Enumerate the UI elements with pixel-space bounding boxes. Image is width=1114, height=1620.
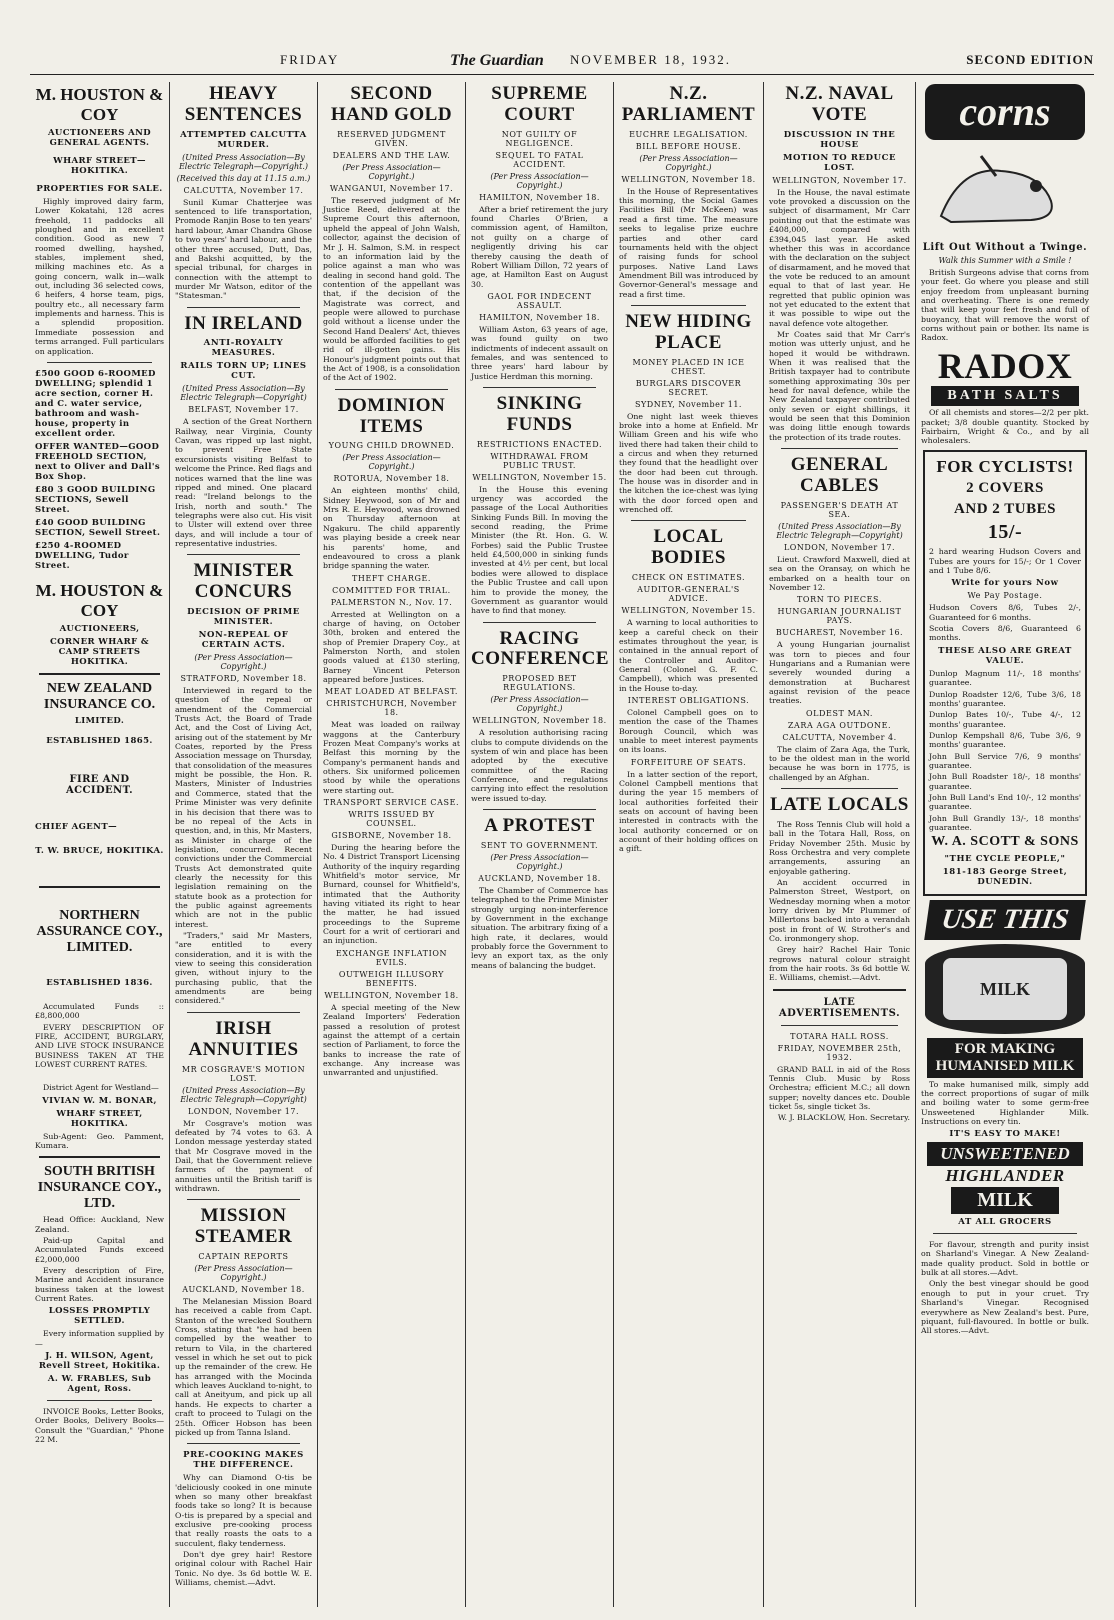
dominion-items-headline: DOMINION ITEMS [337,394,446,437]
divider [187,1443,300,1444]
value-item: Dunlop Roadster 12/6, Tube 3/6, 18 months' guarantee. [929,689,1081,708]
article-text: In the House this evening urgency was accorded the passage of the Local Authorities Sinking Funds Bill. In moving the second reading, the Prime Minister (the Rt. Hon. G. W. Forbes) said the Public Trustee held £4,500,000 in sinking funds invested at 4½ per cent, but local bodies were allowed to displace the Public Trustee and call upon him to provide the money, the Government as guarantor would have to find that money. [471,484,608,616]
subhead: MOTION TO REDUCE LOST. [782,152,897,173]
credit-line: (United Press Association—By Electric Telegraph—Copyright) [776,521,903,540]
dateline: WELLINGTON, November 17. [772,175,907,185]
subhead: PROPOSED BET REGULATIONS. [502,674,577,693]
general-cables-headline: GENERAL CABLES [790,454,889,496]
subhead: RESERVED JUDGMENT GIVEN. [337,129,446,148]
ad-offer: OFFER WANTED—GOOD FREEHOLD SECTION, next to Oliver and Dall's Box Shop. [35,441,161,482]
ad-500: £500 GOOD 6-ROOMED DWELLING; splendid 1 acre section, corner H. and C. water service, bathroom and wash-house, property in excellent order. [35,368,156,439]
nz-insurance-fire: FIRE AND ACCIDENT. [65,773,134,796]
divider [773,989,906,991]
article-text: Sunil Kumar Chatterjee was sentenced to life transportation, Promode Ranjin Bose to ten years' hard labour, Amar Chandra Ghose to two years' hard labour, and the other three accused, Dutt, Das, and Bakshi acquitted, by the special tribunal, for charges in connection with the attempt to murder Mr Watson, editor of the "Statesman." [175,197,312,301]
making-text: To make humanised milk, simply add the correct proportions of sugar of milk and boiling water to some germ-free Unsweetened Highlander Milk. Instructions on every tin. [921,1079,1089,1127]
subhead: WRITS ISSUED BY COUNSEL. [348,810,435,829]
radox-logo: RADOX [937,345,1073,386]
subhead: DECISION OF PRIME MINISTER. [187,607,300,628]
divider [187,1199,300,1200]
dateline: HAMILTON, November 18. [479,312,600,322]
northern-assurance-sub: Sub-Agent: Geo. Pamment, Kumara. [35,1131,164,1150]
pre-cooking-heading: PRE-COOKING MAKES THE DIFFERENCE. [183,1450,304,1471]
divider [933,1233,1077,1234]
values-heading: THESE ALSO ARE GREAT VALUE. [938,645,1072,666]
subhead: BILL BEFORE HOUSE. [635,141,742,151]
divider [483,622,596,623]
subhead: WITHDRAWAL FROM PUBLIC TRUST. [490,451,589,470]
value-item: Dunlop Kempshall 8/6, Tube 3/6, 9 months' guarantee. [929,730,1081,750]
received-line: (Received this day at 11.15 a.m.) [176,173,311,183]
subhead: RESTRICTIONS ENACTED. [476,439,603,449]
credit-line: (Per Press Association—Copyright.) [639,153,738,172]
late-ads-heading: LATE ADVERTISEMENTS. [778,996,901,1019]
subhead: FORFEITURE OF SEATS. [630,757,747,767]
subhead: DISCUSSION IN THE HOUSE [783,129,896,150]
article-text: The claim of Zara Aga, the Turk, to be the oldest man in the world because he was born in 1775, is challenged by an Afghan. [769,744,910,782]
article-text: "Traders," said Mr Masters, "are entitled to every consideration, and it is with the view to seeing this consideration given, without injury to the purchasing public, that the amendments are being considered." [175,930,312,1006]
properties-heading: PROPERTIES FOR SALE. [36,184,163,194]
column-4 [466,82,614,1607]
article-text: An accident occurred in Palmerston Street, Westport, on Wednesday morning when a motor lorry driven by Mr Plummer of Millertons backed into a verandah post in front of W. Strother's and Co. ironmongery shop. [769,877,910,944]
subhead: ANTI-ROYALTY MEASURES. [203,338,284,359]
dateline: LONDON, November 17. [187,1106,300,1116]
subhead: EXCHANGE INFLATION EVILS. [335,948,448,967]
article-text: A young Hungarian journalist was torn to pieces and four Hungarians and a Rumanian were severely wounded during a demonstration at Bucharest against revision of the peace treaties. [769,640,910,706]
corns-lift-heading: Lift Out Without a Twinge. [922,242,1088,253]
local-bodies-headline: LOCAL BODIES [651,526,726,569]
divider [483,387,596,388]
columns [30,82,1094,1607]
article-text: Arrested at Wellington on a charge of having, on October 30th, broken and entered the shop of Premier Drapery Coy., at Palmerston North, and stolen goods valued at £130 sterling, Barney Vincent Peterson appeared before Justices. [323,609,460,684]
value-item: John Bull Grandly 13/-, 18 months' guarantee. [929,813,1081,832]
subhead: TRANSPORT SERVICE CASE. [323,798,460,808]
divider [483,809,596,810]
credit-line: (United Press Association—By Electric Telegraph—Copyright.) [178,152,309,171]
northern-assurance-addr: WHARF STREET, HOKITIKA. [56,1108,143,1129]
milk-tin-icon [925,944,1085,1034]
credit-line: (United Press Association—By Electric Telegraph—Copyright) [180,1085,307,1104]
nz-insurance-ltd: LIMITED. [74,715,125,726]
dateline: WELLINGTON, November 15. [621,606,756,616]
milk-tin-label: MILK [943,958,1067,1020]
dateline: WELLINGTON, November 15. [472,472,607,482]
dateline: HAMILTON, November 18. [479,192,600,202]
subhead: SEQUEL TO FATAL ACCIDENT. [495,150,584,169]
nz-insurance-agent-name: T. W. BRUCE, HOKITIKA. [35,845,164,856]
cyclists-text: 2 hard wearing Hudson Covers and Tubes are yours for 15/-; Or 1 Cover and 1 Tube 8/6. [929,547,1081,576]
cyclists-write: Write for yours Now [951,578,1059,589]
subhead: PASSENGER'S DEATH AT SEA. [780,500,899,519]
sinking-funds-headline: SINKING FUNDS [496,392,583,435]
credit-line: (Per Press Association—Copyright.) [194,1264,293,1283]
houston-sub-2: AUCTIONEERS, [59,623,140,634]
northern-assurance-name: VIVIAN W. M. BONAR, [42,1095,157,1106]
houston-addr-2: CORNER WHARF & CAMP STREETS HOKITIKA. [49,636,149,667]
totara-hall: TOTARA HALL ROSS. [790,1031,889,1041]
subhead: HUNGARIAN JOURNALIST PAYS. [777,607,902,626]
minister-concurs-headline: MINISTER CONCURS [193,560,294,603]
divider [781,448,898,449]
dateline: CALCUTTA, November 4. [782,732,897,742]
nz-insurance-est: ESTABLISHED 1865. [46,735,153,746]
south-british-agent-2: A. W. FRABLES, Sub Agent, Ross. [47,1374,152,1395]
article-text: One night last week thieves broke into a home at Enfield. Mr William Green and his wife who lived there had taken their child to a circus and when they returned they found that the headlight over the door had been cut through. The house was in disorder and in the kitchen the ice-chest was lying with the door forced open and wrenched off. [619,411,758,515]
radox-text: Of all chemists and stores—2/2 per pkt. packet; 3/8 double quantity. Stocked by Fairbairn, Wright & Co., and by all wholesalers. [921,408,1089,446]
cyclists-heading: FOR CYCLISTS! [936,456,1074,476]
subhead: CAPTAIN REPORTS [198,1252,289,1262]
divider [187,307,300,308]
south-british-capital: Paid-up Capital and Accumulated Funds exceed £2,000,000 [35,1235,164,1264]
ad-250: £250 4-ROOMED DWELLING, Tudor Street. [35,540,129,571]
article-text: A warning to local authorities to keep a careful check on their estimates throughout the year, is contained in the annual report of the Controller and Auditor-General (Colonel G. F. C. Campbell), which was presented in the House to-day. [619,618,758,693]
dateline: LONDON, November 17. [783,542,896,552]
cyclists-covers: 2 COVERS [966,480,1044,497]
south-british-info: Every information supplied by— [35,1329,164,1348]
ad-80: £80 3 GOOD BUILDING SECTIONS, Sewell Street. [35,484,156,515]
foot-illustration-icon [921,146,1071,231]
article-text: In the House, the naval estimate vote provoked a discussion on the subject of disarmament, Mr Carr pointing out that the estimate was £408,000, compared with £394,045 last year. He asked whether this was in accordance with the declaration on the subject of disarmament, and he moved that the vote be reduced to an amount equal to that of last year. He regretted that public opinion was not yet educated to the extent that it was possible to wipe out the naval defence vote altogether. [769,187,910,328]
milk-label: MILK [951,1187,1059,1214]
sharland-ad-1: For flavour, strength and purity insist on Sharland's Vinegar. A New Zealand-made quality product. Sold in bottle or bulk at all stores.—Advt. [921,1240,1089,1278]
cyclists-price: 15/- [987,521,1023,544]
value-item: John Bull Land's End 10/-, 12 months' guarantee. [929,792,1081,812]
dateline: PALMERSTON N., Nov. 17. [330,597,453,607]
article-text: Mr Cosgrave's motion was defeated by 74 votes to 63. A London message yesterday stated that Mr Cosgrave moved in the Dail, that the Government relieve farmers of the payment of annuities until the British tariff is withdrawn. [175,1118,312,1193]
subhead: EUCHRE LEGALISATION. [629,129,748,139]
south-british-desc: Every description of Fire, Marine and Accident insurance business taken at the lowest Current Rates. [35,1266,164,1304]
divider [187,554,300,555]
ad-40: £40 GOOD BUILDING SECTION, Sewell Street. [35,517,161,538]
subhead: OUTWEIGH ILLUSORY BENEFITS. [338,969,445,988]
article-text: The reserved judgment of Mr Justice Reed, delivered at the Supreme Court this afternoon, upheld the appeal of John Walsh, collector, against the decision of Mr J. H. Salmon, S.M. in respect to an information laid by the police against a man who was dealing in second hand gold. The contention of the appellant was that, if the decision of the Magistrate was correct, and people were allowed to purchase gold without a license under the Second Hand Dealers' Act, thieves would be afforded facilities to get rid of ill-gotten gains. His Honour's judgment points out that the Act of 1908, is a consolidation of the Act of 1902. [323,195,460,383]
hair-tonic-ad: Don't dye grey hair! Restore original colour with Rachel Hair Tonic. No dye. 3s 6d bottle W. E. Williams, chemist.—Advt. [175,1549,312,1587]
use-this-banner: USE THIS [924,900,1086,940]
corns-text: British Surgeons advise that corns from your feet. Go where you please and still enjoy freedom from unpleasant burning and overheating. There is one remedy that will keep your feet fresh and full of buoyancy, that will remove the worst of corns without pain or bother. Its name is Radox. [921,268,1089,343]
article-text: Lieut. Crawford Maxwell, died at sea on the Oransay, on which he embarked on a health tour on November 12. [769,554,910,592]
properties-text: Highly improved dairy farm, Lower Kokatahi, 128 acres freehold, 11 paddocks all ploughed and in excellent condition. Good as new 7 roomed dwelling, hayshed, stables, implement shed, milking machines etc. As a going concern, walk in—walk out, including 36 selected cows, 6 heifers, 4 horse team, pigs, poultry etc., all necessary farm implements and harness. This is a splendid proposition. Immediate possession and terms arranged. Full particulars on application. [35,197,164,356]
second-hand-gold-headline: SECOND HAND GOLD [330,83,453,125]
scott-cycle-people: "THE CYCLE PEOPLE," [944,853,1066,864]
south-british-office: Head Office: Auckland, New Zealand. [35,1215,164,1234]
divider [39,886,160,888]
cyclists-scotia: Scotia Covers 8/6, Guaranteed 6 months. [929,624,1081,643]
dateline: BELFAST, November 17. [188,405,299,415]
dateline: CHRISTCHURCH, November 18. [326,699,457,718]
houston-addr: WHARF STREET—HOKITIKA. [53,156,146,176]
article-text: After a brief retirement the jury found Charles O'Brien, a commission agent, of Hamilton, not guilty on a charge of negligently driving his car thereby causing the death of Robert William Dillon, 72 years of age, at Hamilton East on August 30. [471,204,608,289]
in-ireland-headline: IN IRELAND [184,312,303,334]
column-7-ads [916,82,1094,1607]
corns-walk: Walk this Summer with a Smile ! [938,256,1072,265]
subhead: MONEY PLACED IN ICE CHEST. [632,357,745,376]
value-item: Dunlop Bates 10/-, Tube 4/-, 12 months' guarantee. [929,710,1081,729]
cyclists-postage: We Pay Postage. [967,591,1043,601]
northern-assurance-est: ESTABLISHED 1836. [46,977,153,988]
subhead: ZARA AGA OUTDONE. [787,720,892,730]
dateline: WELLINGTON, November 18. [472,716,607,726]
dateline: CALCUTTA, November 17. [183,185,304,195]
a-protest-headline: A PROTEST [484,815,595,837]
racing-conference-headline: RACING CONFERENCE [471,627,610,670]
article-text: Meat was loaded on railway waggons at the Canterbury Frozen Meat Company's works at Belfast this morning by the Company's permanent hands and others. Six uniformed policemen stood by while the operations were starting out. [323,720,460,795]
scott-sons: W. A. SCOTT & SONS [931,834,1079,850]
dateline: SYDNEY, November 11. [635,399,742,409]
south-british-losses: LOSSES PROMPTLY SETTLED. [48,1306,151,1327]
grocers: AT ALL GROCERS [958,1217,1052,1228]
houston-sub: AUCTIONEERS AND GENERAL AGENTS. [47,128,152,148]
credit-line: (Per Press Association—Copyright.) [342,162,441,181]
subhead: NOT GUILTY OF NEGLIGENCE. [501,129,578,148]
article-text: An eighteen months' child, Sidney Heywood, son of Mr and Mrs R. E. Heywood, was drowned on Thursday afternoon at Ngakuru. The child apparently was playing beside a creek near his parents' home, and endeavoured to cross a plank bridge spanning the water. [323,486,460,571]
houston-heading: M. HOUSTON & COY [35,85,164,124]
article-text: The Melanesian Mission Board has received a cable from Capt. Stanton of the wrecked Southern Cross, stating that "he had been compelled by the weather to return to Vila, in the chartered vessel in which he set out to pick up the remainder of the crew. He has arranged with the Mocinda which leaves Auckland to-night, to call at Aneityum, and pick up all hands. He expects to charter a craft to proceed to Tulagi on the 25th. Officer Hobson has been picked up from Tanna Island. [175,1297,312,1437]
irish-annuities-headline: IRISH ANNUITIES [188,1017,299,1060]
masthead-title: The Guardian [450,52,544,69]
subhead: NON-REPEAL OF CERTAIN ACTS. [198,630,289,651]
divider [187,1012,300,1013]
easy-to-make: IT'S EASY TO MAKE! [949,1129,1061,1140]
credit-line: (Per Press Association—Copyright.) [490,171,589,190]
houston-heading-2: M. HOUSTON & COY [35,580,164,620]
naval-vote-headline: N.Z. NAVAL VOTE [785,83,894,125]
nz-insurance-heading: NEW ZEALAND INSURANCE CO. [43,680,156,712]
cyclists-ad [923,450,1087,896]
value-item: Dunlop Magnum 11/-, 18 months' guarantee. [929,668,1081,688]
corns-banner: corns [925,84,1085,140]
supreme-court-headline: SUPREME COURT [491,83,588,125]
new-hiding-place-headline: NEW HIDING PLACE [625,310,752,353]
article-text: A resolution authorising racing clubs to compute dividends on the system of win and place has been adopted by the executive committee of the Racing Conference, and regulations carrying into effect the resolution were issued to-day. [471,728,608,803]
credit-line: (Per Press Association—Copyright.) [342,453,441,472]
column-6 [764,82,916,1607]
south-british-heading: SOUTH BRITISH INSURANCE COY., LTD. [37,1164,162,1212]
dateline: AUCKLAND, November 18. [478,873,601,883]
subhead: MEAT LOADED AT BELFAST. [325,687,458,697]
masthead-day: FRIDAY [280,52,340,67]
divider [47,362,152,363]
credit-line: (Per Press Association—Copyright.) [194,653,293,672]
subhead: TORN TO PIECES. [797,595,882,605]
pre-cooking-text: Why can Diamond O-tis be 'deliciously cooked in one minute when so many other breakfast foods take so long? It is because O-tis is prepared by a special and exclusive pre-cooking process that really roasts the oats to a succulent, flaky tenderness. [175,1473,312,1548]
column-1 [30,82,170,1607]
south-british-agent-1: J. H. WILSON, Agent, Revell Street, Hokitika. [38,1351,161,1372]
article-text: In a latter section of the report, Colonel Campbell mentions that during the year 15 members of local authorities forfeited their seats on account of having been interested in contracts with the local authority concerned or on account of their holding offices on a gift. [619,769,758,854]
subhead: SENT TO GOVERNMENT. [480,840,599,850]
totara-signature: W. J. BLACKLOW, Hon. Secretary. [777,1113,910,1123]
dateline: STRATFORD, November 18. [180,674,307,684]
subhead: OLDEST MAN. [805,708,874,718]
article-text: Colonel Campbell goes on to mention the case of the Thames Borough Council, which was unable to meet interest payments on its loans. [619,708,758,755]
divider [335,389,448,390]
subhead: COMMITTED FOR TRIAL. [332,585,451,595]
subhead: AUDITOR-GENERAL'S ADVICE. [637,585,740,604]
nz-parliament-headline: N.Z. PARLIAMENT [621,83,756,125]
value-item: John Bull Service 7/6, 9 months' guarantee. [929,751,1081,770]
value-item: John Bull Roadster 18/-, 18 months' guarantee. [929,772,1081,791]
article-text: The Chamber of Commerce has telegraphed to the Prime Minister strongly urging non-interference by Government in the exchange situation. The arbitrary fixing of a high rate, it declares, would probably force the Government to levy an export tax, as the only means of balancing the budget. [471,885,608,970]
dateline: BUCHAREST, November 16. [775,628,904,638]
heavy-sentences-headline: HEAVY SENTENCES [184,83,303,125]
column-2 [170,82,318,1607]
article-text: A special meeting of the New Zealand Importers' Federation passed a resolution of protest against the attempt of a certain section of Parliament, to force the banks to increase the rate of exchange. Any increase was unwarranted and unjustified. [323,1002,460,1078]
highlander-label: HIGHLANDER [945,1166,1065,1186]
northern-assurance-agent: District Agent for Westland— [43,1083,159,1093]
northern-assurance-desc: EVERY DESCRIPTION OF FIRE, ACCIDENT, BURGLARY, AND LIVE STOCK INSURANCE BUSINESS TAKEN AT THE LOWEST CURRENT RATES. [35,1022,164,1069]
subhead: MR COSGRAVE'S MOTION LOST. [181,1064,306,1083]
dateline: AUCKLAND, November 18. [182,1285,305,1295]
subhead: CHECK ON ESTIMATES. [631,573,746,583]
divider [39,1156,160,1158]
divider [631,520,746,521]
credit-line: (Per Press Association—Copyright.) [490,852,589,871]
subhead: GAOL FOR INDECENT ASSAULT. [487,291,592,310]
credit-line: (United Press Association—By Electric Telegraph—Copyright) [180,384,307,403]
hair-tonic-ad: Grey hair? Rachel Hair Tonic regrows natural colour straight from the hair roots. 3s 6d bottle W. E. Williams, chemist.—Advt. [769,945,910,983]
subhead: DEALERS AND THE LAW. [332,150,451,160]
cyclists-hudson: Hudson Covers 8/6, Tubes 2/-, Guaranteed for 6 months. [929,603,1081,622]
subhead: YOUNG CHILD DROWNED. [328,441,455,451]
subhead: THEFT CHARGE. [351,573,432,583]
article-text: During the hearing before the No. 4 District Transport Licensing Authority of the inquiry regarding Whitfield's motor service, Mr Burnard, counsel for Whitfield's, intimated that the Authority having vitiated its right to hear the matter, he had issued proceedings to the Supreme Court for a writ of certiorari and an injunction. [323,843,460,946]
subhead: ATTEMPTED CALCUTTA MURDER. [180,129,307,150]
article-text: The Ross Tennis Club will hold a ball in the Totara Hall, Ross, on Friday November 25th. Music by Ross Orchestra and very complete arrangements, assuring an enjoyable gathering. [769,819,910,876]
article-text: A section of the Great Northern Railway, near Virginia, County Cavan, was ripped up last night, to prevent Free State excursionists visiting Belfast to welcome the Prince. Red flags and notices warned that the line was ripped and mined. One placard read: "Ireland belongs to the Irish, north and south." The telegraphs were also cut. His visit to Ulster will extend over three days, and will include a tour of representative industries. [175,417,312,548]
dateline: WELLINGTON, November 18. [621,174,756,184]
mission-steamer-headline: MISSION STEAMER [194,1205,293,1248]
totara-text: GRAND BALL in aid of the Ross Tennis Club. Music by Ross Orchestra; efficient M.C.; all down supper; novelty dances etc. Double ticket 5s, single ticket 3s. [769,1064,910,1112]
divider [781,1025,898,1026]
article-text: In the House of Representatives this morning, the Social Games Facilities Bill (Mr McKeen) was read a first time. The measure seeks to legalise prize euchre parties and other card tournaments held with the object of raising funds for school purposes. Native Land Laws Amendment Bill was introduced by Governor-General's message and read a first time. [619,186,758,299]
northern-assurance-funds: Accumulated Funds :: £8,800,000 [35,1001,164,1021]
masthead-edition: SECOND EDITION [966,52,1094,67]
column-5 [614,82,764,1607]
making-heading: FOR MAKING HUMANISED MILK [927,1038,1083,1078]
dateline: ROTORUA, November 18. [333,474,450,484]
totara-date: FRIDAY, NOVEMBER 25th, 1932. [777,1043,902,1062]
subhead: INTEREST OBLIGATIONS. [627,696,750,705]
unsweetened-label: UNSWEETENED [927,1142,1083,1166]
article-text: William Aston, 63 years of age, was found guilty on two indictments of indecent assault on females, and was sentenced to three years' hard labour by Justice Herdman this morning. [471,324,608,381]
invoice-books-ad: INVOICE Books, Letter Books, Order Books, Delivery Books—Consult the "Guardian," 'Phone 22 M. [35,1407,165,1445]
radox-bath-salts: BATH SALTS [931,386,1079,406]
dateline: GISBORNE, November 18. [331,831,452,841]
sharland-ad-2: Only the best vinegar should be good enough to put in your cruet. Try Sharland's Vinegar. Recognised everywhere as New Zealand's best. Pure, piquant, full-flavoured. In bottle or bulk. All stores.—Advt. [921,1279,1089,1336]
scott-address: 181-183 George Street, DUNEDIN. [942,866,1068,887]
divider [781,788,898,789]
divider [631,305,746,306]
nz-insurance-agent: CHIEF AGENT— [35,821,117,832]
late-locals-headline: LATE LOCALS [770,794,909,815]
masthead [30,52,1094,75]
cyclists-tubes: AND 2 TUBES [954,500,1056,517]
column-3 [318,82,466,1607]
dateline: WANGANUI, November 17. [329,183,454,193]
subhead: BURGLARS DISCOVER SECRET. [635,378,742,397]
northern-assurance-heading: NORTHERN ASSURANCE COY., LIMITED. [36,907,163,955]
masthead-date: NOVEMBER 18, 1932. [570,52,731,67]
dateline: WELLINGTON, November 18. [324,990,459,1000]
divider [39,673,160,675]
subhead: RAILS TORN UP; LINES CUT. [180,361,307,382]
credit-line: (Per Press Association—Copyright.) [490,695,589,714]
article-text: Mr Coates said that Mr Carr's motion was utterly unjust, and he hoped it would be withdrawn. When it was realised that the British taxpayer had to contribute something approximating 30s per head for naval defence, while the New Zealand taxpayer contributed only seven or eight shillings, it would be seen that this Dominion was doing little enough towards the protection of its trade routes. [769,329,910,442]
divider [47,1400,152,1401]
article-text: Interviewed in regard to the question of the repeal or amendment of the Commercial Trusts Act, the Board of Trade Act, and the Cost of Living Act, arising out of the statement by Mr Coates, reported by the Press Association message on Thursday, that consolidation of the measures might be possible, the Hon. R. Masters, Minister of Industries and Commerce, stated that the Prime Minister was very definite in his decision that there was to be no repeal of the Acts in question, and, in this, Mr Masters, as Minister in charge of the legislation, concurred. Recent convictions under the Commercial Trusts Act demonstrated quite clearly the necessity for this legislation remaining on the statute book as a protection for the public against agreements which are not in the public interest. [175,686,312,929]
